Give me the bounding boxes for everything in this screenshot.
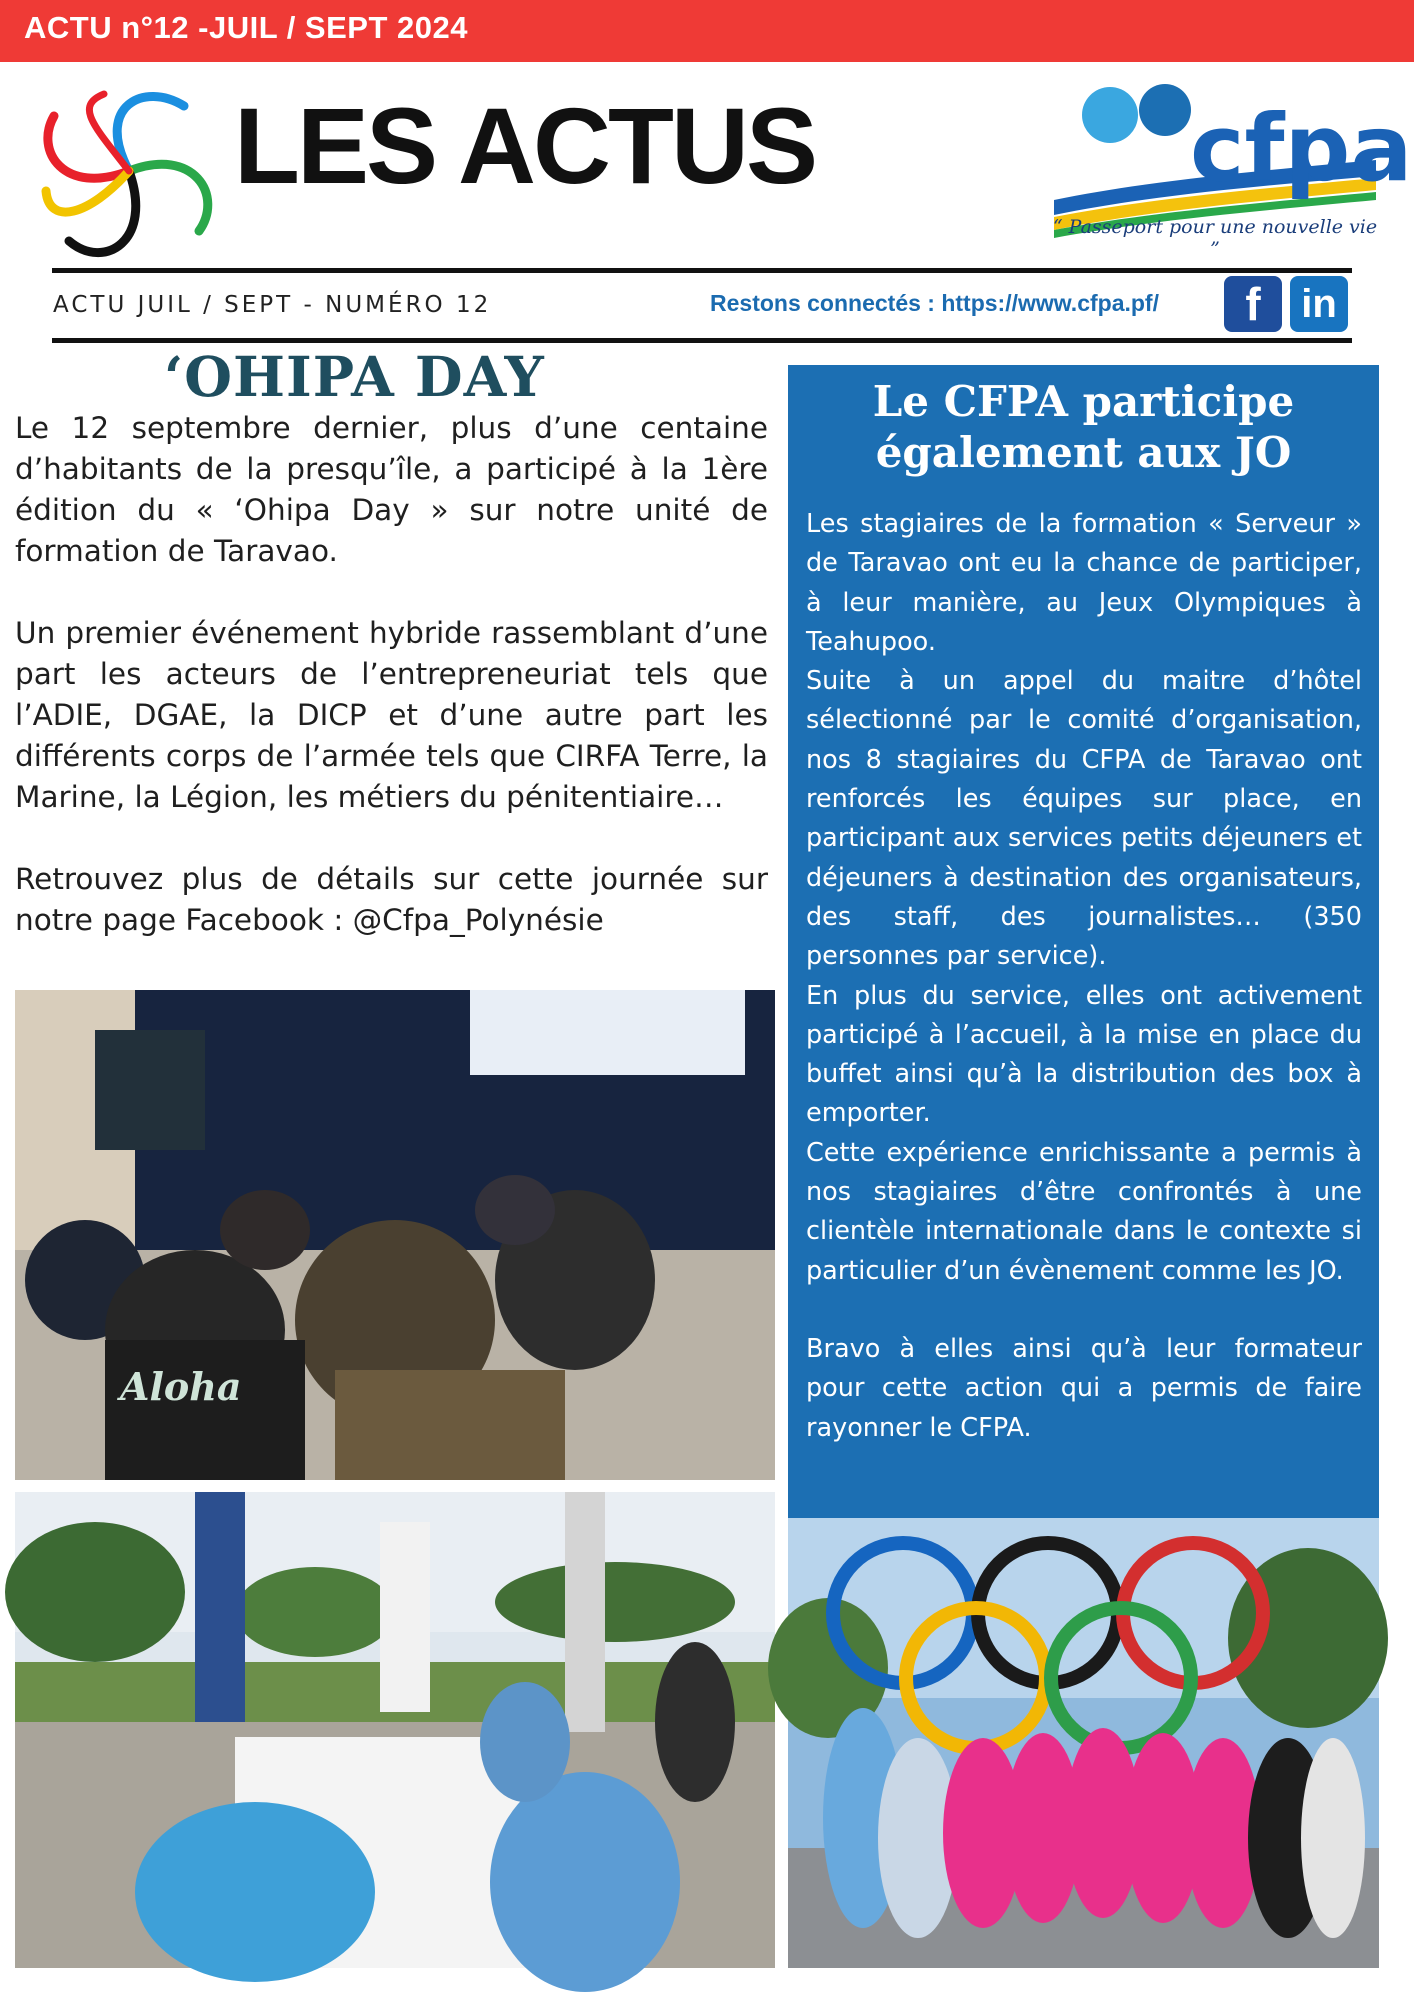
ohipa-day-body	[15, 408, 768, 941]
issue-number: ACTU JUIL / SEPT - NUMÉRO 12	[53, 292, 492, 318]
paragraph: Suite à un appel du maitre d’hôtel sélectionné par le comité d’organisation, nos 8 stagiaires du CFPA de Taravao ont renforcés les équipes sur place, en participant aux services petits déjeuners et déjeuners à destination des organisateurs, des staff, des journalistes… (350 personnes par service).	[806, 666, 1362, 972]
paragraph: Un premier événement hybride rassemblant d’une part les acteurs de l’entrepreneuriat tels que l’ADIE, DGAE, la DICP et d’une autre part les différents corps de l’armée tels que CIRFA Terre, la Marine, la Légion, les métiers du pénitentiaire…	[15, 616, 768, 814]
page-title: LES ACTUS	[234, 85, 816, 206]
rings-logo-icon	[34, 76, 224, 266]
linkedin-icon[interactable]: in	[1290, 276, 1348, 332]
jo-article-body	[806, 505, 1362, 1448]
paragraph: Retrouvez plus de détails sur cette journée sur notre page Facebook : @Cfpa_Polynésie	[15, 862, 768, 937]
cfpa-tagline: “ Passeport pour une nouvelle vie ”	[1052, 216, 1378, 260]
face-icon	[1139, 84, 1191, 136]
paragraph: En plus du service, elles ont activement participé à l’accueil, à la mise en place du buffet ainsi qu’à la distribution des box à emporter.	[806, 980, 1362, 1129]
cfpa-wordmark: cfpa	[1190, 95, 1413, 202]
website-link[interactable]: Restons connectés : https://www.cfpa.pf/	[710, 290, 1159, 316]
top-banner	[0, 0, 1414, 62]
ohipa-day-title: ‘OHIPA DAY	[164, 344, 545, 409]
facebook-icon[interactable]: f	[1224, 276, 1282, 332]
issue-banner-text: ACTU n°12 -JUIL / SEPT 2024	[24, 10, 468, 45]
photo-outdoor-stands	[15, 1492, 775, 1968]
photo-conference	[15, 990, 775, 1480]
shirt-print-text: Aloha	[120, 1364, 242, 1409]
paragraph: Cette expérience enrichissante a permis à nos stagiaires d’être confrontés à une clientèle internationale dans le contexte si particulier d’un évènement comme les JO.	[806, 1137, 1362, 1286]
header-divider	[52, 268, 1352, 273]
paragraph: Le 12 septembre dernier, plus d’une centaine d’habitants de la presqu’île, a participé à la 1ère édition du « ‘Ohipa Day » sur notre unité de formation de Taravao.	[15, 411, 768, 568]
header-divider	[52, 338, 1352, 343]
paragraph: Bravo à elles ainsi qu’à leur formateur pour cette action qui a permis de faire rayonner le CFPA.	[806, 1333, 1362, 1443]
face-icon	[1082, 87, 1138, 143]
jo-article-title: Le CFPA participe également aux JO	[872, 377, 1295, 477]
paragraph: Les stagiaires de la formation « Serveur » de Taravao ont eu la chance de participer, à leur manière, au Jeux Olympiques à Teahupoo.	[806, 509, 1362, 657]
photo-olympic-rings-group	[788, 1518, 1379, 1968]
